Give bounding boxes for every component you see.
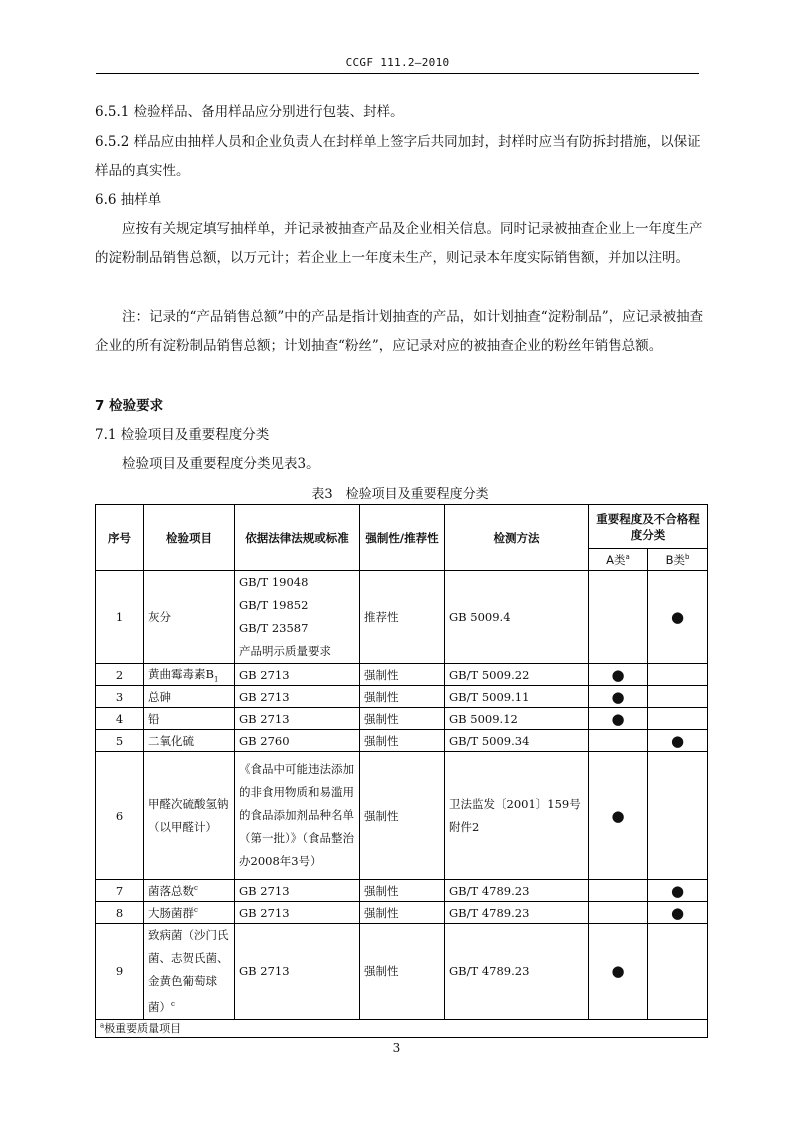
clause-7-1-body: 检验项目及重要程度分类见表3。 [122, 456, 320, 472]
row-class-a-mark: ● [589, 686, 648, 708]
table-row [96, 708, 708, 730]
row-method: GB 5009.4 [445, 571, 589, 664]
row-class-a-mark: ● [589, 752, 648, 880]
row-class-b-mark: ● [648, 571, 708, 664]
row-method: GB/T 4789.23 [445, 880, 589, 902]
page-number: 3 [392, 1041, 401, 1055]
row-class-b-mark: ● [648, 902, 708, 924]
row-item: 灰分 [144, 571, 235, 664]
row-basis: GB 2760 [235, 730, 360, 752]
clause-7-1-heading: 7.1 检验项目及重要程度分类 [95, 427, 270, 443]
inspection-items-table [95, 504, 708, 1038]
row-item: 总砷 [144, 686, 235, 708]
row-basis: GB 2713 [235, 880, 360, 902]
table-caption: 表3 检验项目及重要程度分类 [311, 487, 489, 502]
row-class-a-mark [589, 902, 648, 924]
table-row [96, 730, 708, 752]
row-no: 1 [96, 571, 144, 664]
table-row [96, 880, 708, 902]
clause-6-6-heading: 6.6 抽样单 [95, 192, 162, 208]
row-no: 9 [96, 924, 144, 1020]
section-7-heading: 7 检验要求 [95, 398, 164, 414]
row-mandatory: 强制性 [360, 924, 445, 1020]
row-item: 二氧化硫 [144, 730, 235, 752]
row-item: 致病菌（沙门氏菌、志贺氏菌、金黄色葡萄球菌）$^c$ [144, 924, 235, 1020]
row-no: 8 [96, 902, 144, 924]
header-class-a: A类$^a$ [589, 549, 648, 571]
clause-6-6-body: 应按有关规定填写抽样单，并记录被抽查产品及企业相关信息。同时记录被抽查企业上一年度生产的淀粉制品销售总额，以万元计；若企业上一年度未生产，则记录本年度实际销售额，并加以注明。 [95, 221, 703, 266]
row-no: 6 [96, 752, 144, 880]
row-method: GB/T 4789.23 [445, 924, 589, 1020]
clause-6-5-1: 6.5.1 检验样品、备用样品应分别进行包装、封样。 [95, 104, 404, 120]
header-rule [96, 73, 699, 74]
row-class-a-mark: ● [589, 708, 648, 730]
table-row [96, 571, 708, 664]
header-method: 检测方法 [445, 505, 589, 571]
row-class-b-mark [648, 686, 708, 708]
row-item: 甲醛次硫酸氢钠（以甲醛计） [144, 752, 235, 880]
page-header: CCGF 111.2—2010 [345, 56, 450, 69]
table-row [96, 924, 708, 1020]
row-basis: GB 2713 [235, 924, 360, 1020]
row-basis: GB/T 19048 GB/T 19852 GB/T 23587 产品明示质量要求 [235, 571, 360, 664]
row-no: 3 [96, 686, 144, 708]
row-mandatory: 强制性 [360, 730, 445, 752]
row-mandatory: 强制性 [360, 664, 445, 686]
row-class-a-mark [589, 730, 648, 752]
row-basis: GB 2713 [235, 708, 360, 730]
clause-6-5-2: 6.5.2 样品应由抽样人员和企业负责人在封样单上签字后共同加封，封样时应当有防拆封措施，以保证样品的真实性。 [95, 134, 701, 179]
table-row [96, 902, 708, 924]
table-row [96, 664, 708, 686]
row-basis: GB 2713 [235, 686, 360, 708]
row-class-b-mark: ● [648, 730, 708, 752]
row-basis: 《食品中可能违法添加的非食用物质和易滥用的食品添加剂品种名单（第一批）》（食品整治办2008年3号） [235, 752, 360, 880]
row-no: 5 [96, 730, 144, 752]
row-method: GB/T 5009.11 [445, 686, 589, 708]
row-method: GB/T 4789.23 [445, 902, 589, 924]
row-item: 铅 [144, 708, 235, 730]
row-basis: GB 2713 [235, 902, 360, 924]
row-basis: GB 2713 [235, 664, 360, 686]
row-mandatory: 推荐性 [360, 571, 445, 664]
row-item: 菌落总数$^c$ [144, 880, 235, 902]
header-mandatory: 强制性/推荐性 [360, 505, 445, 571]
table-footnote: $^a$极重要质量项目 [96, 1019, 708, 1037]
row-mandatory: 强制性 [360, 708, 445, 730]
header-basis: 依据法律法规或标准 [235, 505, 360, 571]
row-class-a-mark [589, 880, 648, 902]
row-mandatory: 强制性 [360, 752, 445, 880]
row-method: GB/T 5009.34 [445, 730, 589, 752]
row-mandatory: 强制性 [360, 880, 445, 902]
row-class-a-mark [589, 571, 648, 664]
row-class-b-mark: ● [648, 880, 708, 902]
row-no: 4 [96, 708, 144, 730]
header-importance: 重要程度及不合格程度分类 [589, 505, 708, 549]
row-class-b-mark [648, 924, 708, 1020]
row-class-a-mark: ● [589, 924, 648, 1020]
table-row [96, 752, 708, 880]
header-item: 检验项目 [144, 505, 235, 571]
row-class-b-mark [648, 752, 708, 880]
row-method: 卫法监发〔2001〕159号附件2 [445, 752, 589, 880]
row-item: 大肠菌群$^c$ [144, 902, 235, 924]
row-no: 7 [96, 880, 144, 902]
row-class-a-mark: ● [589, 664, 648, 686]
row-method: GB/T 5009.22 [445, 664, 589, 686]
row-class-b-mark [648, 664, 708, 686]
row-mandatory: 强制性 [360, 902, 445, 924]
row-no: 2 [96, 664, 144, 686]
row-mandatory: 强制性 [360, 686, 445, 708]
table-row [96, 686, 708, 708]
table-footnote-row [96, 1019, 708, 1037]
clause-6-6-note: 注：记录的“产品销售总额”中的产品是指计划抽查的产品，如计划抽查“淀粉制品”，应记录被抽查企业的所有淀粉制品销售总额；计划抽查“粉丝”，应记录对应的被抽查企业的粉丝年销售总额。 [95, 309, 704, 354]
row-item: 黄曲霉毒素$B_1$ [144, 664, 235, 686]
header-class-b: B类$^b$ [648, 549, 708, 571]
row-class-b-mark [648, 708, 708, 730]
header-no: 序号 [96, 505, 144, 571]
row-method: GB 5009.12 [445, 708, 589, 730]
